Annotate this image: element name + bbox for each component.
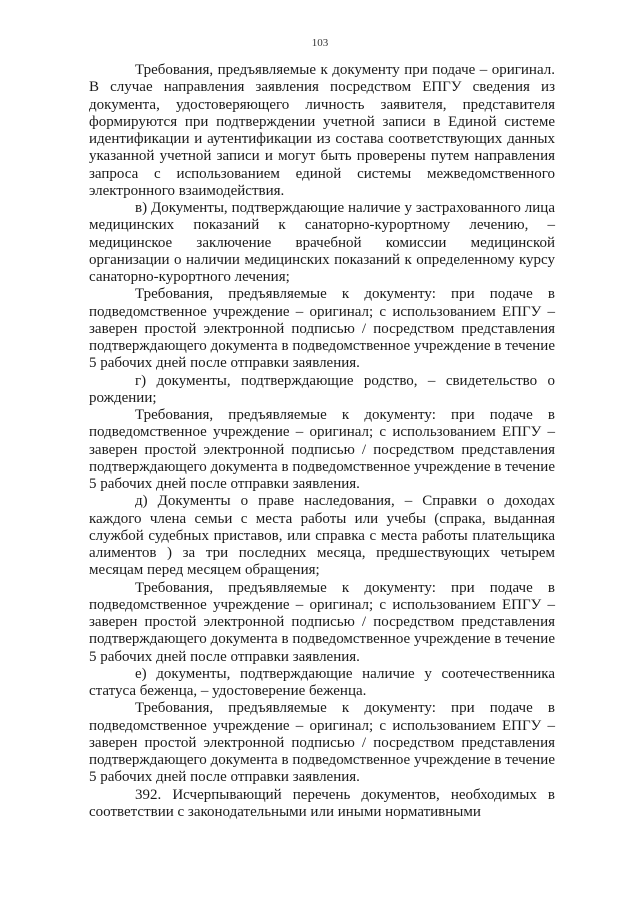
paragraph-item-392: 392. Исчерпывающий перечень документов, необходимых в соответствии с законодательными или иными нормативными [89,786,555,820]
paragraph-requirements-d: Требования, предъявляемые к документу: при подаче в подведомственное учреждение – оригинал; с использованием ЕПГУ – заверен простой электронной подписью / посредством представления подтверждающего документа в подведомственное учреждение в течение 5 рабочих дней после отправки заявления. [89,579,555,665]
paragraph-original-requirements: Требования, предъявляемые к документу при подаче – оригинал. В случае направления заявления посредством ЕПГУ сведения из документа, удостоверяющего личность заявителя, представителя формируются при подтверждении учетной записи в Единой системе идентификации и аутентификации из состава соответствующих данных указанной учетной записи и могут быть проверены путем направления запроса с использованием единой системы межведомственного электронного взаимодействия. [89,62,555,199]
paragraph-requirements-v: Требования, предъявляемые к документу: при подаче в подведомственное учреждение – оригинал; с использованием ЕПГУ – заверен простой электронной подписью / посредством представления подтверждающего документа в подведомственное учреждение в течение 5 рабочих дней после отправки заявления. [89,286,555,372]
paragraph-requirements-g: Требования, предъявляемые к документу: при подаче в подведомственное учреждение – оригинал; с использованием ЕПГУ – заверен простой электронной подписью / посредством представления подтверждающего документа в подведомственное учреждение в течение 5 рабочих дней после отправки заявления. [89,407,555,492]
page-number: 103 [311,37,329,49]
paragraph-item-d-inheritance: д) Документы о праве наследования, – Справки о доходах каждого члена семьи с места работы или учебы (спрака, выданная службой судебных приставов, или справка с места работы плательщика алиментов ) за три последних месяца, предшествующих четырем месяцам перед месяцем обращения; [89,493,555,579]
document-body [89,62,555,821]
paragraph-item-g-kinship: г) документы, подтверждающие родство, – свидетельство о рождении; [89,372,555,406]
paragraph-requirements-e: Требования, предъявляемые к документу: при подаче в подведомственное учреждение – оригинал; с использованием ЕПГУ – заверен простой электронной подписью / посредством представления подтверждающего документа в подведомственное учреждение в течение 5 рабочих дней после отправки заявления. [89,700,555,786]
paragraph-item-e-refugee: е) документы, подтверждающие наличие у соотечественника статуса беженца, – удостоверение беженца. [89,665,555,699]
paragraph-item-v-medical-indications: в) Документы, подтверждающие наличие у застрахованного лица медицинских показаний к санаторно-курортному лечению, – медицинское заключение врачебной комиссии медицинской организации о наличии медицинских показаний к определенному курсу санаторно-курортного лечения; [89,200,555,285]
